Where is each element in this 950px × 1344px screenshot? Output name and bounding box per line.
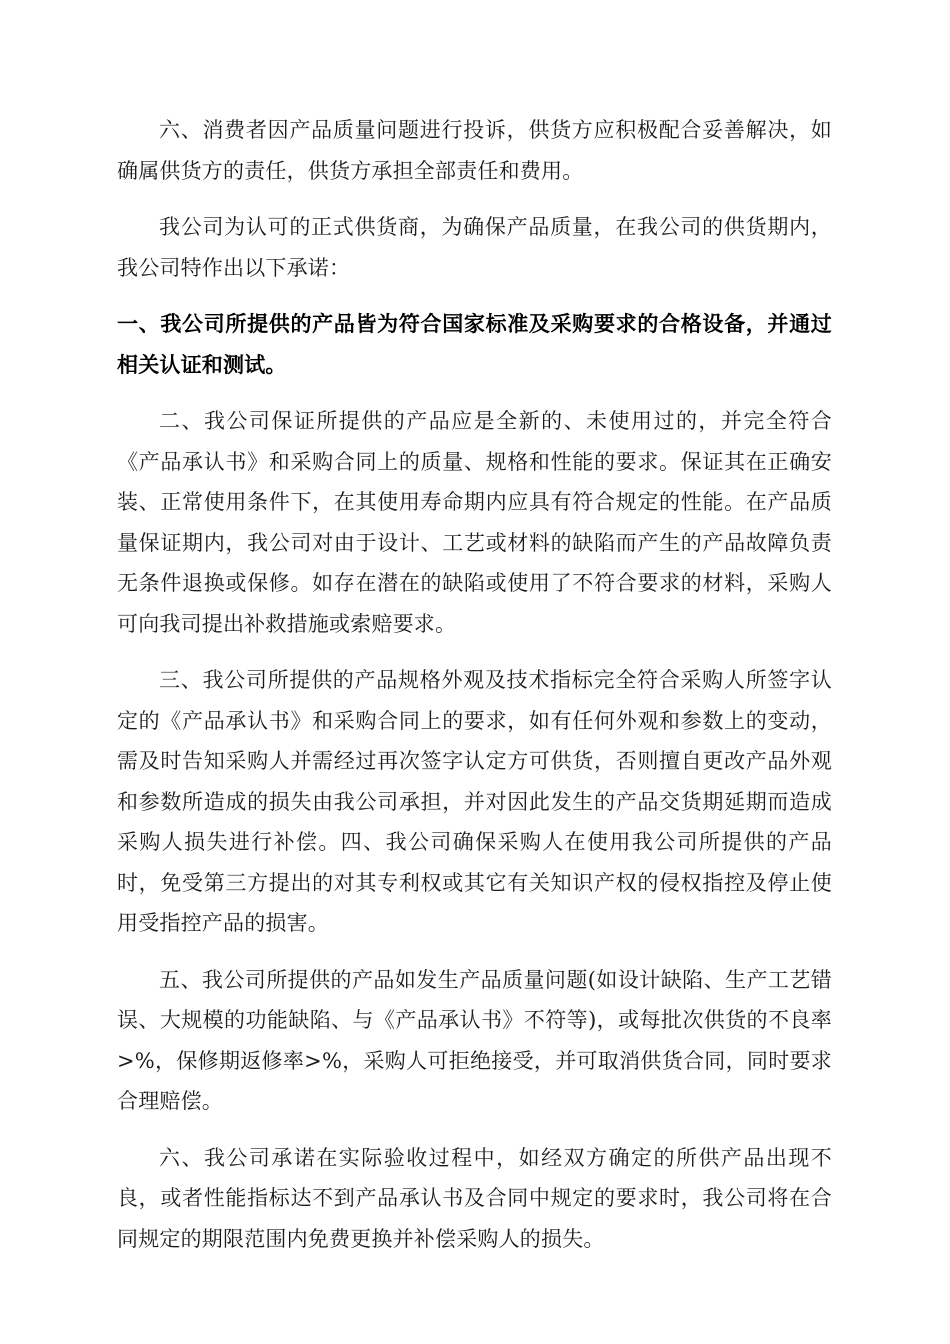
paragraph-commitment-3-4: 三、我公司所提供的产品规格外观及技术指标完全符合采购人所签字认定的《产品承认书》和采购合同上的要求，如有任何外观和参数上的变动，需及时告知采购人并需经过再次签字认定方可供货，否则擅自更改产品外观和参数所造成的损失由我公司承担，并对因此发生的产品交货期延期而造成采购人损失进行补偿。四、我公司确保采购人在使用我公司所提供的产品时，免受第三方提出的对其专利权或其它有关知识产权的侵权指控及停止使用受指控产品的损害。 (117, 668, 832, 935)
paragraph-commitment-6: 六、我公司承诺在实际验收过程中，如经双方确定的所供产品出现不良，或者性能指标达不到产品承认书及合同中规定的要求时，我公司将在合同规定的期限范围内免费更换并补偿采购人的损失。 (117, 1145, 832, 1251)
paragraph-supplier-intro: 我公司为认可的正式供货商，为确保产品质量，在我公司的供货期内，我公司特作出以下承诺： (117, 215, 832, 280)
document-body (117, 110, 832, 1275)
paragraph-commitment-1: 一、我公司所提供的产品皆为符合国家标准及采购要求的合格设备，并通过相关认证和测试。 (117, 312, 832, 377)
paragraph-commitment-5: 五、我公司所提供的产品如发生产品质量问题(如设计缺陷、生产工艺错误、大规模的功能缺陷、与《产品承认书》不符等)，或每批次供货的不良率>%，保修期返修率>%，采购人可拒绝接受，并可取消供货合同，同时要求合理赔偿。 (117, 967, 832, 1113)
paragraph-consumer-complaint: 六、消费者因产品质量问题进行投诉，供货方应积极配合妥善解决，如确属供货方的责任，供货方承担全部责任和费用。 (117, 118, 832, 183)
paragraph-commitment-2: 二、我公司保证所提供的产品应是全新的、未使用过的，并完全符合《产品承认书》和采购合同上的质量、规格和性能的要求。保证其在正确安装、正常使用条件下，在其使用寿命期内应具有符合规定的性能。在产品质量保证期内，我公司对由于设计、工艺或材料的缺陷而产生的产品故障负责无条件退换或保修。如存在潜在的缺陷或使用了不符合要求的材料，采购人可向我司提出补救措施或索赔要求。 (117, 409, 832, 636)
